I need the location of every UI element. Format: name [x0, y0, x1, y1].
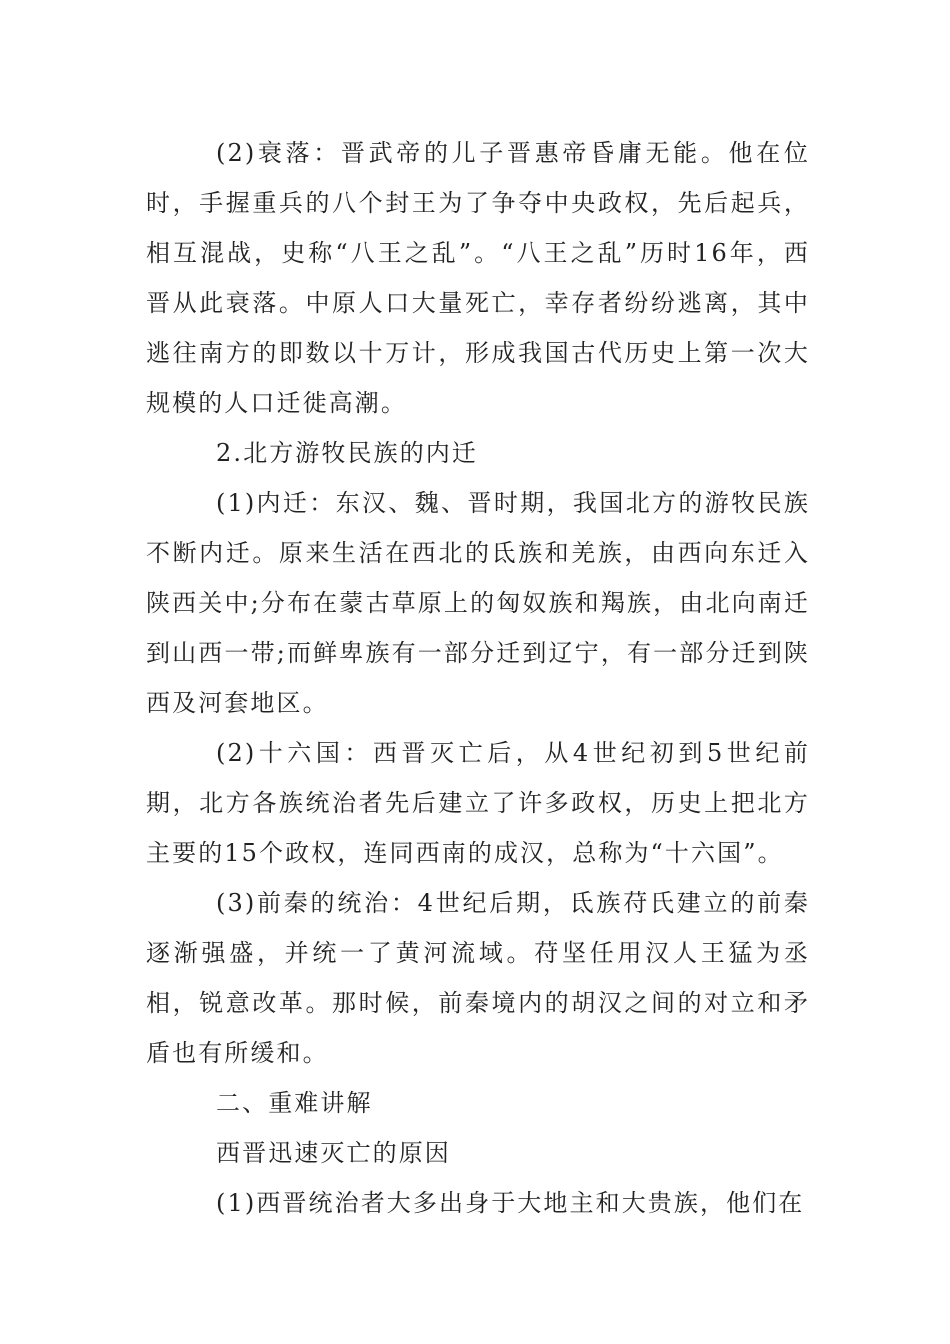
- subheading-western-jin-fall: 西晋迅速灭亡的原因: [216, 1139, 451, 1167]
- section-heading-migration: 2.北方游牧民族的内迁: [216, 439, 478, 467]
- paragraph-former-qin: (3)前秦的统治：4世纪后期，氐族苻氏建立的前秦逐渐强盛，并统一了黄河流域。苻坚任用汉人王猛为丞相，锐意改革。那时候，前秦境内的胡汉之间的对立和矛盾也有所缓和。: [146, 889, 810, 1067]
- section-heading-key-points: 二、重难讲解: [216, 1089, 373, 1117]
- paragraph-inward-migration: (1)内迁：东汉、魏、晋时期，我国北方的游牧民族不断内迁。原来生活在西北的氐族和羌族，由西向东迁入陕西关中;分布在蒙古草原上的匈奴族和羯族，由北向南迁到山西一带;而鲜卑族有一部分迁到辽宁，有一部分迁到陕西及河套地区。: [146, 489, 810, 717]
- paragraph-sixteen-kingdoms: (2)十六国：西晋灭亡后，从4世纪初到5世纪前期，北方各族统治者先后建立了许多政权，历史上把北方主要的15个政权，连同西南的成汉，总称为“十六国”。: [146, 739, 810, 867]
- paragraph-fall-reason-1: (1)西晋统治者大多出身于大地主和大贵族，他们在: [216, 1189, 805, 1217]
- paragraph-decline: (2)衰落：晋武帝的儿子晋惠帝昏庸无能。他在位时，手握重兵的八个封王为了争夺中央政权，先后起兵，相互混战，史称“八王之乱”。“八王之乱”历时16年，西晋从此衰落。中原人口大量死亡，幸存者纷纷逃离，其中逃往南方的即数以十万计，形成我国古代历史上第一次大规模的人口迁徙高潮。: [146, 139, 810, 417]
- document-body: [146, 128, 810, 1228]
